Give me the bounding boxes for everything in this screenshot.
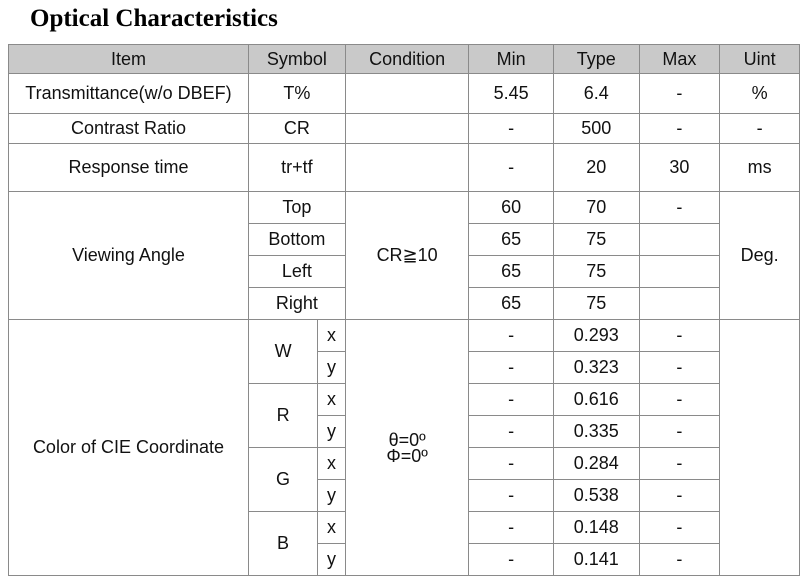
type-cell: 6.4 xyxy=(553,74,639,114)
item-cell: Transmittance(w/o DBEF) xyxy=(9,74,249,114)
max-cell xyxy=(639,288,720,320)
min-cell: - xyxy=(469,320,553,352)
type-cell: 75 xyxy=(553,256,639,288)
cie-color-b: B xyxy=(248,512,317,576)
max-cell: - xyxy=(639,512,720,544)
type-cell: 0.284 xyxy=(553,448,639,480)
item-cell: Contrast Ratio xyxy=(9,114,249,144)
cie-unit xyxy=(720,320,800,576)
type-cell: 75 xyxy=(553,224,639,256)
page-title: Optical Characteristics xyxy=(30,5,278,32)
type-cell: 0.538 xyxy=(553,480,639,512)
max-cell: - xyxy=(639,416,720,448)
type-cell: 0.141 xyxy=(553,544,639,576)
min-cell: 65 xyxy=(469,288,553,320)
max-cell: - xyxy=(639,544,720,576)
cie-condition-phi: Φ=0º xyxy=(386,445,428,466)
cie-color-w: W xyxy=(248,320,317,384)
cie-condition xyxy=(345,320,469,576)
min-cell: 65 xyxy=(469,256,553,288)
table-row-viewing-top xyxy=(9,192,800,224)
max-cell: - xyxy=(639,352,720,384)
cie-condition-theta: θ=0º xyxy=(388,429,426,450)
axis-cell: x xyxy=(318,448,346,480)
min-cell: - xyxy=(469,416,553,448)
header-item: Item xyxy=(9,45,249,74)
cie-item: Color of CIE Coordinate xyxy=(9,320,249,576)
min-cell: 65 xyxy=(469,224,553,256)
condition-cell xyxy=(345,144,469,192)
optical-characteristics-table xyxy=(8,44,800,576)
min-cell: - xyxy=(469,448,553,480)
min-cell: - xyxy=(469,544,553,576)
max-cell: - xyxy=(639,74,720,114)
unit-cell: - xyxy=(720,114,800,144)
header-max: Max xyxy=(639,45,720,74)
type-cell: 0.335 xyxy=(553,416,639,448)
min-cell: - xyxy=(469,352,553,384)
type-cell: 0.616 xyxy=(553,384,639,416)
symbol-cell: Right xyxy=(248,288,345,320)
table-row-contrast xyxy=(9,114,800,144)
table-row-response xyxy=(9,144,800,192)
header-condition: Condition xyxy=(345,45,469,74)
type-cell: 500 xyxy=(553,114,639,144)
type-cell: 20 xyxy=(553,144,639,192)
max-cell: - xyxy=(639,480,720,512)
axis-cell: x xyxy=(318,384,346,416)
axis-cell: x xyxy=(318,512,346,544)
max-cell: 30 xyxy=(639,144,720,192)
table-row-cie-w-x xyxy=(9,320,800,352)
axis-cell: y xyxy=(318,480,346,512)
cie-color-g: G xyxy=(248,448,317,512)
header-row xyxy=(9,45,800,74)
unit-cell: ms xyxy=(720,144,800,192)
table-row-transmittance xyxy=(9,74,800,114)
min-cell: 60 xyxy=(469,192,553,224)
unit-cell: % xyxy=(720,74,800,114)
max-cell: - xyxy=(639,384,720,416)
type-cell: 0.293 xyxy=(553,320,639,352)
max-cell: - xyxy=(639,114,720,144)
viewing-condition: CR≧10 xyxy=(345,192,469,320)
min-cell: 5.45 xyxy=(469,74,553,114)
min-cell: - xyxy=(469,384,553,416)
viewing-unit: Deg. xyxy=(720,192,800,320)
header-min: Min xyxy=(469,45,553,74)
symbol-cell: tr+tf xyxy=(248,144,345,192)
axis-cell: y xyxy=(318,544,346,576)
header-type: Type xyxy=(553,45,639,74)
header-symbol: Symbol xyxy=(248,45,345,74)
axis-cell: y xyxy=(318,352,346,384)
header-unit: Uint xyxy=(720,45,800,74)
min-cell: - xyxy=(469,144,553,192)
min-cell: - xyxy=(469,512,553,544)
max-cell: - xyxy=(639,320,720,352)
cie-color-r: R xyxy=(248,384,317,448)
type-cell: 75 xyxy=(553,288,639,320)
condition-cell xyxy=(345,114,469,144)
symbol-cell: Left xyxy=(248,256,345,288)
type-cell: 0.323 xyxy=(553,352,639,384)
axis-cell: y xyxy=(318,416,346,448)
min-cell: - xyxy=(469,480,553,512)
max-cell: - xyxy=(639,192,720,224)
axis-cell: x xyxy=(318,320,346,352)
type-cell: 70 xyxy=(553,192,639,224)
item-cell: Response time xyxy=(9,144,249,192)
symbol-cell: Bottom xyxy=(248,224,345,256)
viewing-angle-item: Viewing Angle xyxy=(9,192,249,320)
max-cell xyxy=(639,256,720,288)
symbol-cell: T% xyxy=(248,74,345,114)
max-cell xyxy=(639,224,720,256)
max-cell: - xyxy=(639,448,720,480)
type-cell: 0.148 xyxy=(553,512,639,544)
symbol-cell: CR xyxy=(248,114,345,144)
symbol-cell: Top xyxy=(248,192,345,224)
min-cell: - xyxy=(469,114,553,144)
condition-cell xyxy=(345,74,469,114)
